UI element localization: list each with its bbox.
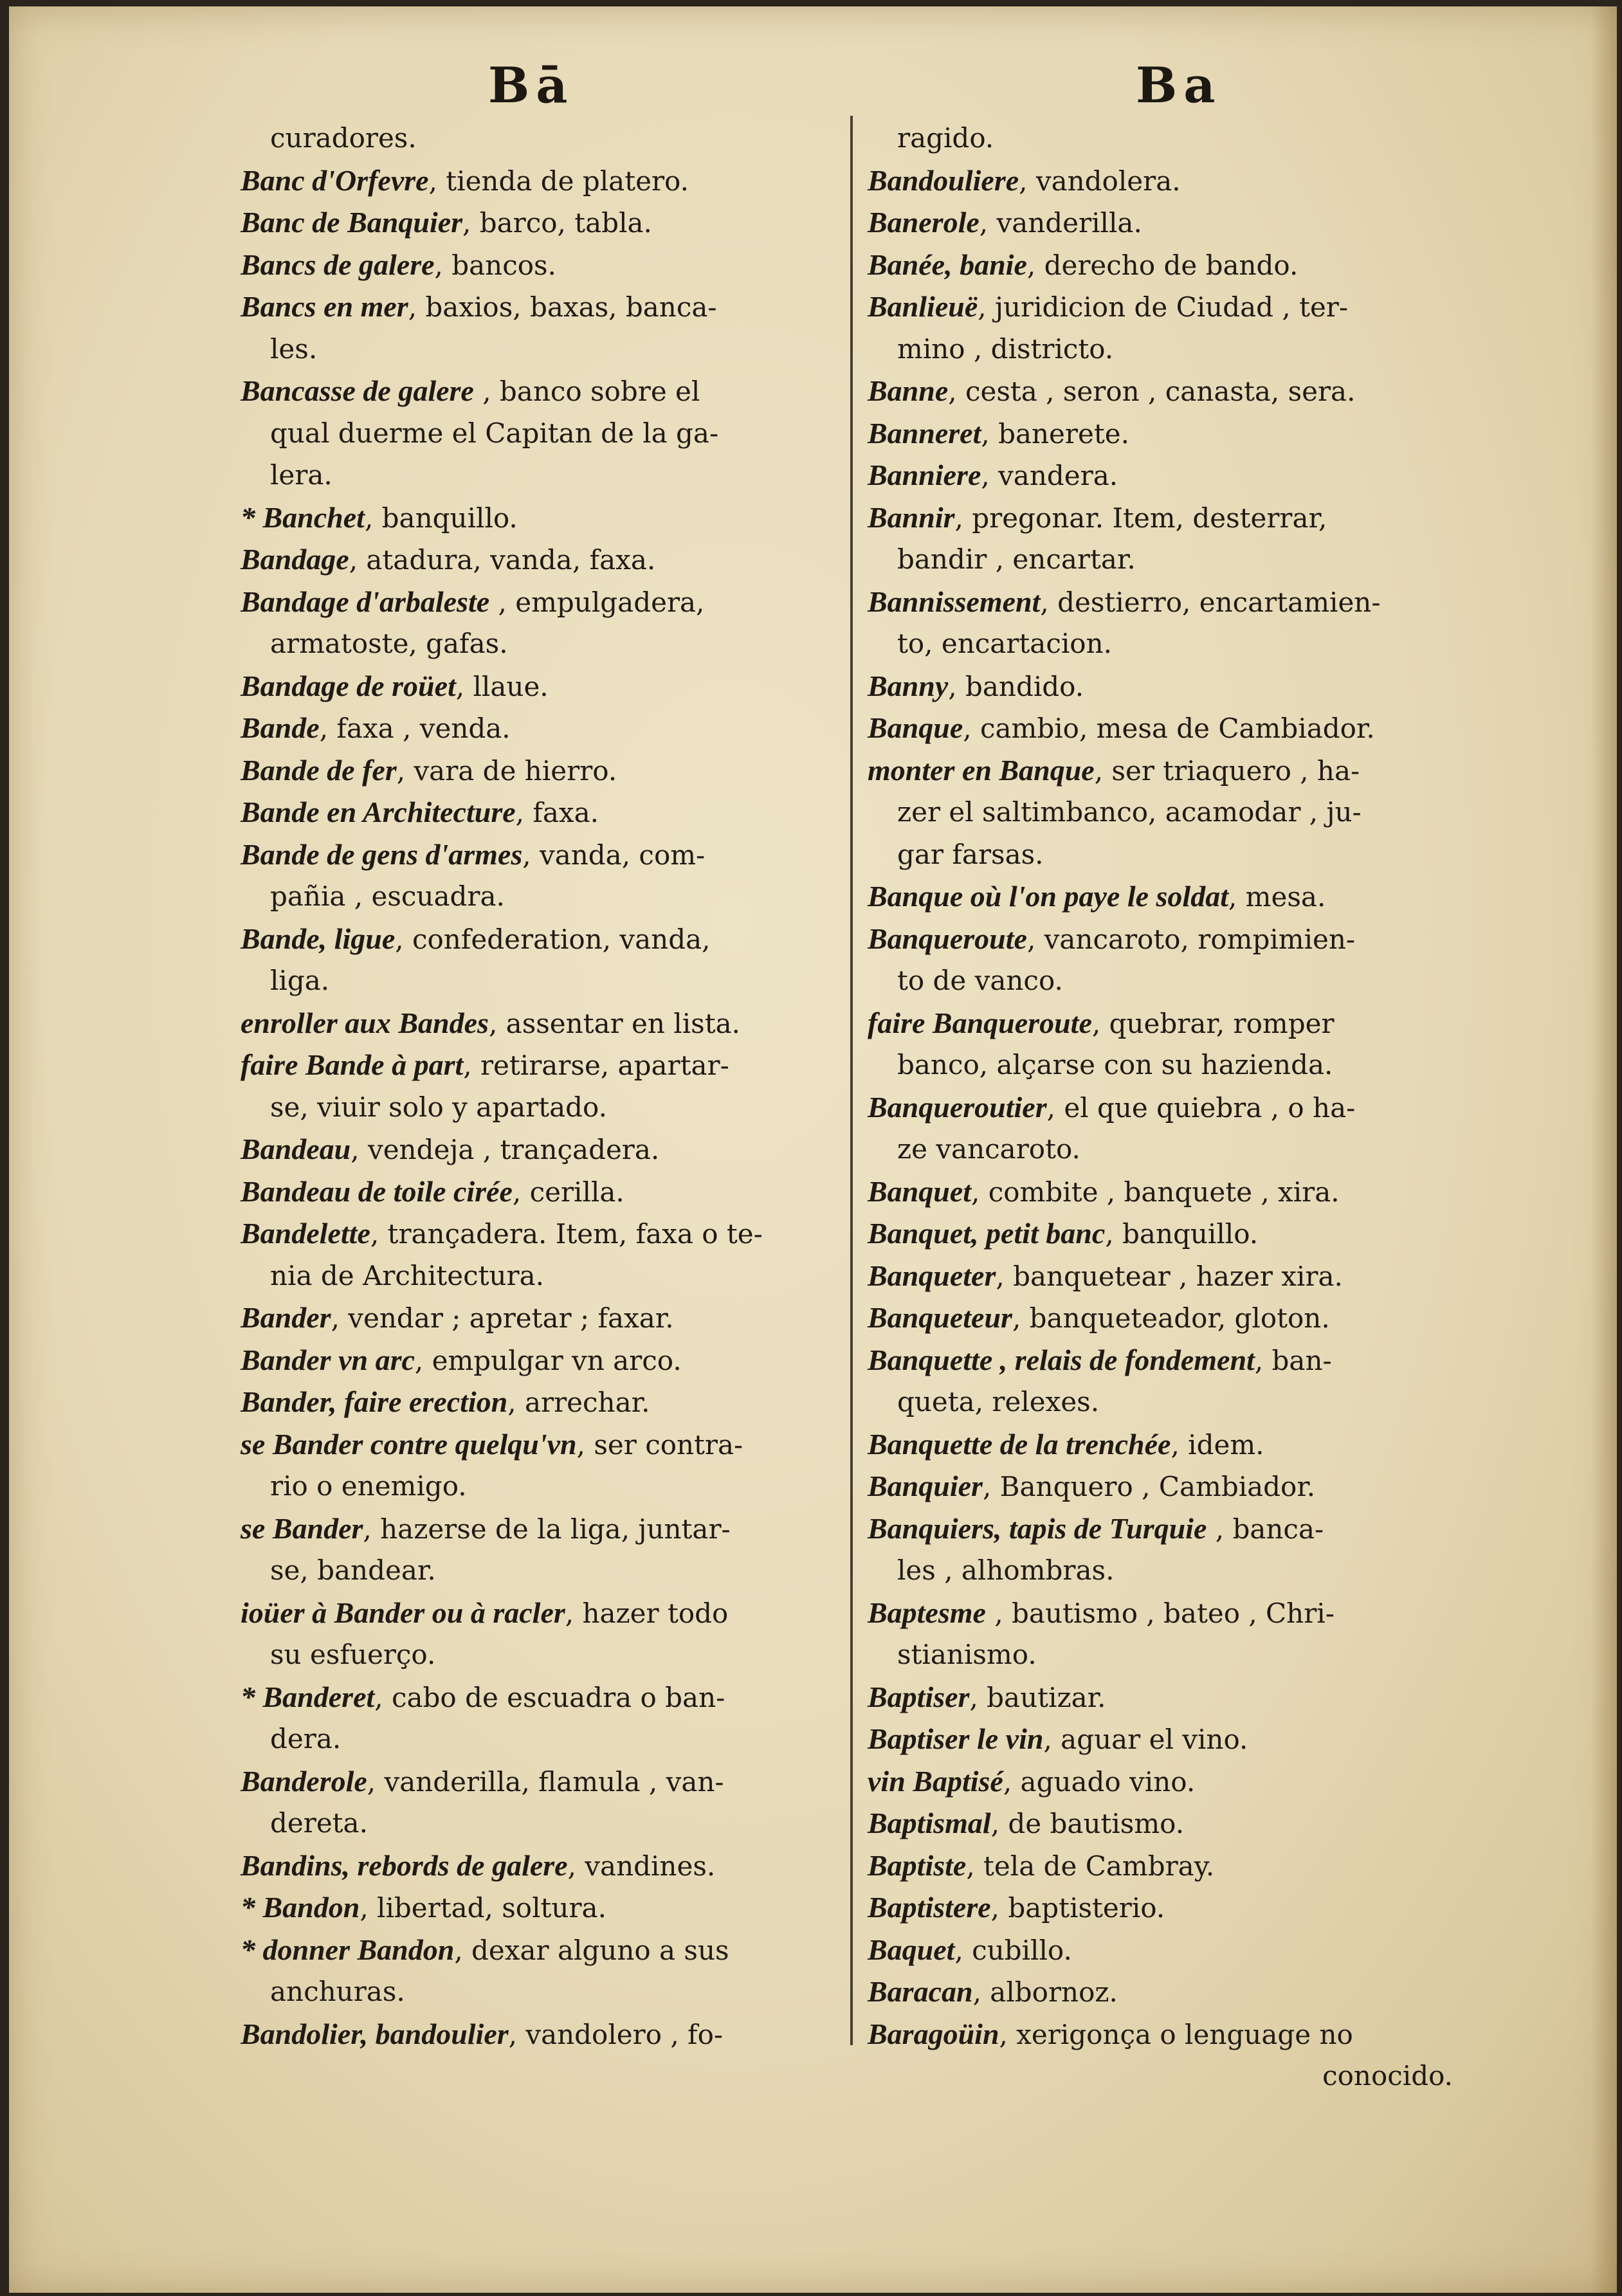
entry-headword: ioüer à Bander ou à racler bbox=[241, 1596, 565, 1629]
entry-line bbox=[868, 1002, 1459, 1044]
entry-line bbox=[241, 2013, 832, 2055]
entry-translation: , cambio, mesa de Cambiador. bbox=[963, 713, 1375, 744]
entry-translation: , empulgadera, bbox=[489, 586, 705, 618]
entry-line bbox=[868, 1086, 1459, 1129]
entry-line bbox=[868, 875, 1459, 918]
entry-line bbox=[868, 117, 1459, 159]
entry-headword: Bandeau bbox=[241, 1133, 351, 1165]
entry-translation: , quebrar, romper bbox=[1091, 1007, 1335, 1039]
entry-translation: , pregonar. Item, desterrar, bbox=[954, 502, 1327, 534]
entry-line bbox=[241, 1676, 832, 1718]
entry-translation: , Banquero , Cambiador. bbox=[982, 1471, 1316, 1502]
entry-line bbox=[241, 791, 832, 834]
entry-line bbox=[241, 244, 832, 286]
entry-headword: vin Baptisé bbox=[868, 1764, 1003, 1798]
entry-headword: Baptesme bbox=[868, 1596, 986, 1629]
entry-translation: dereta. bbox=[270, 1807, 368, 1839]
entry-headword: Baptistere bbox=[868, 1891, 991, 1924]
entry-line bbox=[868, 1760, 1459, 1803]
entry-headword: Bande de fer bbox=[241, 753, 397, 787]
entry-line bbox=[868, 1128, 1459, 1171]
entry-line bbox=[868, 497, 1459, 539]
entry-line bbox=[241, 1128, 832, 1171]
entry-translation: , libertad, soltura. bbox=[360, 1892, 606, 1924]
entry-translation: , banquetear , hazer xira. bbox=[996, 1260, 1343, 1292]
entry-line bbox=[868, 1044, 1459, 1086]
entry-translation: , banerete. bbox=[981, 417, 1129, 450]
entry-line bbox=[868, 159, 1459, 202]
entry-line bbox=[241, 1886, 832, 1929]
entry-translation: , banqueteador, gloton. bbox=[1012, 1302, 1330, 1334]
entry-translation: , el que quiebra , o ha- bbox=[1046, 1091, 1356, 1124]
entry-translation: queta, relexes. bbox=[897, 1386, 1100, 1417]
entry-translation: ze vancaroto. bbox=[897, 1133, 1080, 1165]
entry-line bbox=[241, 412, 832, 455]
entry-headword: Bandouliere bbox=[868, 163, 1019, 197]
entry-translation: , vandolero , fo- bbox=[508, 2018, 724, 2050]
entry-translation: , de bautismo. bbox=[990, 1808, 1185, 1839]
entry-headword: Bannir bbox=[868, 500, 955, 534]
entry-headword: faire Banqueroute bbox=[868, 1006, 1092, 1039]
entry-translation: , retirarse, apartar- bbox=[463, 1050, 729, 1081]
entry-headword: Banlieuë bbox=[868, 290, 978, 323]
entry-line bbox=[868, 538, 1459, 581]
entry-headword: Banderole bbox=[241, 1764, 367, 1798]
entry-translation: se, viuir solo y apartado. bbox=[270, 1091, 607, 1123]
entry-translation: zer el saltimbanco, acamodar , ju- bbox=[897, 796, 1362, 828]
dictionary-page bbox=[9, 6, 1617, 2293]
entry-translation: banco, alçarse con su hazienda. bbox=[897, 1049, 1333, 1080]
entry-translation: , empulgar vn arco. bbox=[414, 1344, 682, 1376]
entry-headword: * Banchet bbox=[241, 500, 365, 534]
entry-line bbox=[868, 834, 1459, 876]
entry-line bbox=[868, 749, 1459, 792]
entry-line bbox=[868, 286, 1459, 328]
entry-headword: Baptiser bbox=[868, 1680, 970, 1713]
entry-line bbox=[241, 665, 832, 707]
entry-headword: Banquette , relais de fondement bbox=[868, 1343, 1255, 1376]
entry-headword: * Bandon bbox=[241, 1891, 360, 1924]
entry-line bbox=[241, 286, 832, 328]
entry-line bbox=[868, 581, 1459, 623]
entry-translation: su esfuerço. bbox=[270, 1639, 436, 1670]
entry-translation: , cerilla. bbox=[512, 1176, 624, 1208]
entry-translation: , tienda de platero. bbox=[428, 165, 689, 197]
entry-headword: Bandeau de toile cirée bbox=[241, 1174, 513, 1208]
entry-translation: , vandolera. bbox=[1019, 165, 1181, 197]
entry-line bbox=[868, 1886, 1459, 1929]
entry-headword: Banc d'Orfevre bbox=[241, 163, 429, 197]
entry-headword: Bander, faire erection bbox=[241, 1385, 508, 1418]
entry-translation: , vanderilla, flamula , van- bbox=[367, 1765, 724, 1798]
entry-line bbox=[868, 1592, 1459, 1634]
entry-headword: Bannissement bbox=[868, 585, 1041, 618]
entry-headword: Banne bbox=[868, 374, 949, 407]
entry-headword: monter en Banque bbox=[868, 753, 1095, 787]
entry-translation: , barco, tabla. bbox=[462, 207, 652, 239]
entry-translation: , cabo de escuadra o ban- bbox=[374, 1681, 725, 1713]
entry-translation: , hazer todo bbox=[565, 1597, 729, 1629]
column-divider bbox=[850, 116, 853, 2045]
entry-headword: Banqueroute bbox=[868, 922, 1027, 955]
entry-translation: , vandines. bbox=[567, 1850, 716, 1882]
entry-line bbox=[241, 497, 832, 539]
entry-headword: Banc de Banquier bbox=[241, 206, 463, 239]
entry-line bbox=[868, 791, 1459, 834]
entry-translation: lera. bbox=[270, 459, 333, 491]
entry-line bbox=[868, 1508, 1459, 1550]
entry-line bbox=[241, 960, 832, 1002]
entry-line bbox=[241, 1171, 832, 1213]
entry-line bbox=[241, 1549, 832, 1592]
entry-translation: , vendeja , trançadera. bbox=[351, 1134, 660, 1165]
entry-translation: armatoste, gafas. bbox=[270, 628, 508, 659]
entry-line bbox=[241, 538, 832, 581]
entry-line bbox=[868, 707, 1459, 749]
entry-line bbox=[868, 1171, 1459, 1213]
entry-translation: liga. bbox=[270, 965, 330, 996]
running-head-right: Ba bbox=[1136, 57, 1222, 114]
entry-translation: , tela de Cambray. bbox=[966, 1850, 1215, 1882]
entry-translation: , faxa , venda. bbox=[319, 713, 511, 744]
entry-translation: , baxios, baxas, banca- bbox=[408, 291, 717, 323]
entry-headword: Banqueter bbox=[868, 1259, 996, 1292]
entry-line bbox=[241, 1760, 832, 1803]
entry-translation: , mesa. bbox=[1228, 881, 1326, 913]
entry-line bbox=[241, 834, 832, 876]
entry-headword: Baptiste bbox=[868, 1848, 967, 1882]
entry-translation: les. bbox=[270, 333, 318, 365]
entry-headword: Baragoüin bbox=[868, 2017, 999, 2050]
entry-headword: Bandolier, bandoulier bbox=[241, 2017, 509, 2050]
entry-line bbox=[868, 2055, 1459, 2097]
entry-translation: , arrechar. bbox=[507, 1387, 650, 1418]
entry-translation: curadores. bbox=[270, 122, 417, 154]
entry-line bbox=[868, 244, 1459, 286]
entry-headword: * Banderet bbox=[241, 1680, 375, 1713]
entry-line bbox=[868, 1381, 1459, 1423]
entry-headword: Banqueroutier bbox=[868, 1090, 1047, 1124]
entry-translation: pañia , escuadra. bbox=[270, 880, 505, 912]
entry-line bbox=[241, 370, 832, 412]
entry-translation: dera. bbox=[270, 1723, 342, 1754]
entry-translation: ragido. bbox=[897, 122, 994, 154]
entry-headword: Bandins, rebords de galere bbox=[241, 1848, 568, 1882]
entry-translation: , xerigonça o lenguage no bbox=[999, 2018, 1353, 2050]
entry-translation: bandir , encartar. bbox=[897, 543, 1136, 575]
entry-translation: conocido. bbox=[1322, 2060, 1453, 2091]
entry-translation: , banco sobre el bbox=[473, 376, 700, 407]
entry-translation: to de vanco. bbox=[897, 965, 1063, 996]
entry-translation: , aguar el vino. bbox=[1043, 1724, 1248, 1755]
entry-translation: , derecho de bando. bbox=[1026, 249, 1299, 281]
entry-headword: se Bander bbox=[241, 1511, 363, 1545]
entry-headword: Bande en Architecture bbox=[241, 796, 516, 828]
entry-translation: , ser triaquero , ha- bbox=[1094, 754, 1360, 787]
page-edge-shadow bbox=[1591, 6, 1617, 2293]
entry-headword: Bancs de galere bbox=[241, 248, 435, 281]
entry-line bbox=[868, 623, 1459, 665]
entry-headword: Banquette de la trenchée bbox=[868, 1427, 1171, 1461]
entry-translation: , juridicion de Ciudad , ter- bbox=[978, 291, 1349, 323]
entry-headword: se Bander contre quelqu'vn bbox=[241, 1427, 577, 1461]
entry-line bbox=[241, 1002, 832, 1044]
entry-translation: , destierro, encartamien- bbox=[1040, 586, 1381, 618]
entry-translation: , vandera. bbox=[981, 460, 1118, 491]
entry-line bbox=[241, 1718, 832, 1760]
entry-line bbox=[241, 707, 832, 749]
entry-translation: se, bandear. bbox=[270, 1554, 436, 1586]
entry-line bbox=[241, 1381, 832, 1423]
entry-translation: qual duerme el Capitan de la ga- bbox=[270, 417, 719, 449]
entry-translation: , faxa. bbox=[515, 797, 599, 828]
entry-line bbox=[868, 1423, 1459, 1466]
entry-translation: rio o enemigo. bbox=[270, 1470, 467, 1502]
entry-headword: Banquier bbox=[868, 1470, 983, 1502]
entry-translation: , assentar en lista. bbox=[488, 1007, 740, 1039]
entry-translation: , llaue. bbox=[455, 670, 549, 702]
entry-headword: Bandage de roüet bbox=[241, 669, 456, 702]
entry-line bbox=[868, 960, 1459, 1002]
entry-line bbox=[241, 1297, 832, 1339]
entry-line bbox=[868, 1255, 1459, 1297]
left-column bbox=[241, 117, 832, 2055]
entry-line bbox=[868, 1676, 1459, 1718]
entry-headword: Bande de gens d'armes bbox=[241, 837, 523, 871]
entry-translation: , banquillo. bbox=[1105, 1218, 1259, 1250]
entry-translation: , atadura, vanda, faxa. bbox=[349, 544, 656, 576]
entry-translation: , cesta , seron , canasta, sera. bbox=[948, 376, 1356, 407]
entry-line bbox=[241, 1339, 832, 1381]
entry-headword: Bande bbox=[241, 711, 320, 744]
entry-line bbox=[241, 1255, 832, 1297]
entry-headword: Baptismal bbox=[868, 1807, 991, 1839]
entry-headword: faire Bande à part bbox=[241, 1048, 464, 1081]
running-head-left: Bā bbox=[488, 57, 574, 114]
entry-translation: , dexar alguno a sus bbox=[454, 1934, 729, 1966]
entry-line bbox=[241, 1971, 832, 2013]
entry-line bbox=[868, 370, 1459, 412]
entry-headword: Bancasse de galere bbox=[241, 374, 474, 407]
entry-translation: , idem. bbox=[1171, 1428, 1264, 1461]
entry-line bbox=[241, 581, 832, 623]
entry-line bbox=[868, 1718, 1459, 1760]
entry-translation: , aguado vino. bbox=[1003, 1765, 1196, 1798]
entry-translation: , bandido. bbox=[948, 670, 1084, 702]
entry-translation: stianismo. bbox=[897, 1639, 1037, 1670]
entry-line bbox=[241, 1465, 832, 1508]
entry-translation: , banca- bbox=[1207, 1513, 1324, 1545]
entry-line bbox=[241, 1086, 832, 1129]
entry-headword: Banny bbox=[868, 669, 949, 702]
entry-line bbox=[241, 328, 832, 370]
entry-line bbox=[868, 201, 1459, 244]
entry-line bbox=[868, 2013, 1459, 2055]
entry-headword: Bandelette bbox=[241, 1217, 370, 1250]
entry-headword: Banniere bbox=[868, 459, 981, 491]
entry-headword: Baptiser le vin bbox=[868, 1722, 1044, 1755]
entry-line bbox=[241, 1044, 832, 1086]
entry-translation: , vendar ; apretar ; faxar. bbox=[331, 1302, 674, 1334]
entry-translation: , vara de hierro. bbox=[396, 754, 617, 787]
entry-translation: , bancos. bbox=[434, 249, 556, 281]
entry-headword: Banqueteur bbox=[868, 1301, 1012, 1334]
entry-line bbox=[868, 665, 1459, 707]
entry-line bbox=[241, 1508, 832, 1550]
entry-line bbox=[241, 1212, 832, 1255]
entry-translation: anchuras. bbox=[270, 1976, 405, 2007]
entry-translation: , confederation, vanda, bbox=[395, 923, 711, 955]
entry-line bbox=[868, 1297, 1459, 1339]
entry-translation: , ban- bbox=[1254, 1344, 1332, 1376]
entry-line bbox=[868, 1339, 1459, 1381]
entry-translation: , bautizar. bbox=[969, 1681, 1106, 1713]
entry-line bbox=[241, 1634, 832, 1676]
entry-headword: Bandage bbox=[241, 543, 349, 576]
entry-translation: , combite , banquete , xira. bbox=[971, 1176, 1340, 1208]
entry-line bbox=[868, 1971, 1459, 2013]
entry-line bbox=[241, 918, 832, 960]
entry-headword: Bander bbox=[241, 1301, 331, 1334]
entry-line bbox=[868, 328, 1459, 370]
entry-translation: , baptisterio. bbox=[990, 1892, 1165, 1924]
entry-line bbox=[868, 1929, 1459, 1971]
entry-translation: gar farsas. bbox=[897, 838, 1044, 870]
entry-line bbox=[241, 1845, 832, 1887]
entry-line bbox=[868, 1634, 1459, 1676]
entry-headword: Banque où l'on paye le soldat bbox=[868, 880, 1228, 913]
entry-line bbox=[241, 1423, 832, 1466]
entry-line bbox=[868, 412, 1459, 455]
entry-headword: enroller aux Bandes bbox=[241, 1006, 489, 1039]
entry-line bbox=[241, 117, 832, 159]
right-column bbox=[868, 117, 1459, 2097]
entry-headword: Banneret bbox=[868, 416, 981, 450]
entry-headword: Banque bbox=[868, 711, 963, 744]
entry-line bbox=[241, 201, 832, 244]
entry-line bbox=[241, 749, 832, 792]
entry-line bbox=[241, 1592, 832, 1634]
entry-line bbox=[241, 159, 832, 202]
entry-headword: Banquet bbox=[868, 1174, 972, 1208]
entry-translation: nia de Architectura. bbox=[270, 1259, 545, 1291]
entry-line bbox=[241, 1929, 832, 1971]
entry-translation: mino , districto. bbox=[897, 333, 1114, 365]
entry-line bbox=[868, 454, 1459, 497]
entry-headword: Banée, banie bbox=[868, 248, 1027, 281]
entry-translation: les , alhombras. bbox=[897, 1554, 1115, 1586]
entry-line bbox=[868, 1212, 1459, 1255]
entry-translation: , cubillo. bbox=[954, 1934, 1072, 1966]
entry-headword: Bande, ligue bbox=[241, 922, 396, 955]
entry-translation: , hazerse de la liga, juntar- bbox=[363, 1513, 731, 1545]
entry-line bbox=[241, 875, 832, 918]
entry-translation: , banquillo. bbox=[364, 502, 518, 534]
entry-line bbox=[868, 1549, 1459, 1592]
entry-line bbox=[868, 1845, 1459, 1887]
entry-translation: , ser contra- bbox=[576, 1428, 743, 1461]
entry-line bbox=[868, 918, 1459, 960]
entry-line bbox=[868, 1465, 1459, 1508]
entry-headword: Banerole bbox=[868, 206, 980, 239]
entry-headword: Baracan bbox=[868, 1975, 973, 2008]
entry-headword: Bandage d'arbaleste bbox=[241, 585, 490, 618]
entry-translation: , trançadera. Item, faxa o te- bbox=[370, 1218, 763, 1250]
entry-headword: Bander vn arc bbox=[241, 1343, 415, 1376]
entry-translation: , vanda, com- bbox=[522, 839, 706, 871]
entry-line bbox=[868, 1802, 1459, 1845]
entry-headword: Banquiers, tapis de Turquie bbox=[868, 1511, 1207, 1545]
entry-translation: , albornoz. bbox=[972, 1976, 1118, 2008]
entry-translation: , vanderilla. bbox=[979, 207, 1142, 239]
entry-headword: Banquet, petit banc bbox=[868, 1217, 1106, 1250]
entry-headword: Bancs en mer bbox=[241, 290, 408, 323]
entry-translation: to, encartacion. bbox=[897, 628, 1112, 659]
entry-line bbox=[241, 454, 832, 497]
entry-line bbox=[241, 623, 832, 665]
entry-line bbox=[241, 1802, 832, 1845]
entry-translation: , bautismo , bateo , Chri- bbox=[985, 1597, 1335, 1629]
entry-headword: Baquet bbox=[868, 1933, 955, 1966]
entry-headword: * donner Bandon bbox=[241, 1933, 455, 1966]
entry-translation: , vancaroto, rompimien- bbox=[1026, 923, 1356, 955]
